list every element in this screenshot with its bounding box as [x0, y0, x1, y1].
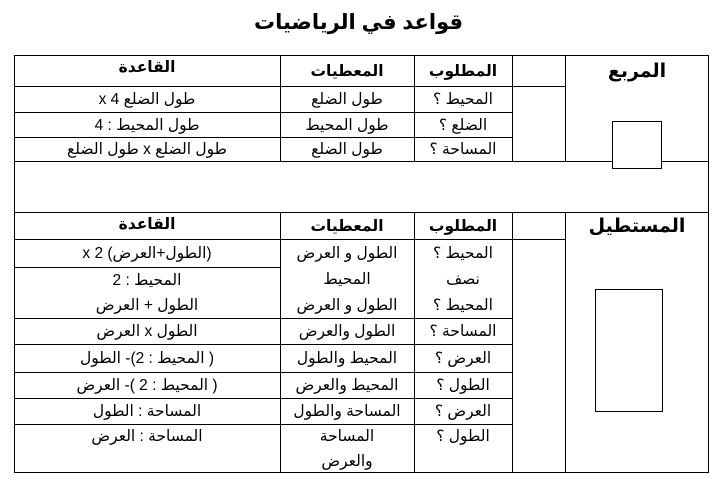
rectangle-row-givens: الطول والعرض	[298, 323, 396, 340]
header-rule: القاعدة	[118, 58, 176, 76]
rectangle-row-rule: (الطول+العرض) x 2	[82, 245, 212, 262]
rectangle-row-required: الطول ؟	[436, 427, 490, 445]
header-givens: المعطيات	[310, 217, 384, 235]
square-row-givens: طول المحيط	[305, 116, 389, 134]
header-rule: القاعدة	[118, 215, 176, 233]
rectangle-row-givens: المحيط والطول	[296, 350, 398, 367]
rectangle-row-required: الطول ؟	[436, 377, 490, 394]
rectangle-row-required: المساحة ؟	[429, 323, 497, 340]
square-name: المربع	[607, 60, 667, 82]
rectangle-name: المستطيل	[588, 215, 686, 237]
rectangle-row-givens: الطول و العرض	[296, 245, 398, 262]
square-row-required: المساحة ؟	[429, 141, 497, 158]
rectangle-row-rule: الطول x العرض	[96, 323, 198, 340]
rectangle-row-required: المحيط ؟	[433, 245, 493, 262]
rectangle-row-rule: المساحة : العرض	[91, 427, 203, 445]
square-row-rule: طول الضلع x 4	[98, 91, 196, 108]
square-row-required: الضلع ؟	[438, 116, 488, 134]
rectangle-row-required: العرض ؟	[434, 350, 492, 367]
page-title: قواعد في الرياضيات	[253, 11, 464, 34]
rectangle-row-givens: المساحة والطول	[293, 403, 401, 420]
rectangle-row-givens: المحيط والعرض	[295, 377, 399, 394]
header-required: المطلوب	[428, 62, 498, 80]
rectangle-row-givens: المساحة	[319, 427, 375, 445]
square-row-rule: طول الضلع x طول الضلع	[67, 141, 227, 158]
square-row-rule: طول المحيط : 4	[94, 116, 200, 134]
rectangle-row-required: المحيط ؟	[433, 296, 493, 314]
rectangle-row-rule: ( المحيط : 2 )- العرض	[76, 377, 218, 394]
rectangle-row-rule: الطول + العرض	[95, 296, 199, 314]
square-row-givens: طول الضلع	[311, 141, 383, 158]
rectangle-row-givens-cont: والعرض	[321, 452, 373, 470]
rectangle-row-rule: ( المحيط : 2)- الطول	[79, 350, 215, 367]
square-shape	[612, 121, 662, 169]
square-row-givens: طول الضلع	[311, 91, 383, 108]
rectangle-row-rule: المساحة : الطول	[92, 403, 202, 420]
rectangle-row-required: العرض ؟	[434, 403, 492, 420]
rectangle-row-givens: الطول و العرض	[296, 296, 398, 314]
square-row-required: المحيط ؟	[433, 91, 493, 108]
header-required: المطلوب	[428, 217, 498, 235]
rectangle-row-givens: المحيط	[323, 270, 371, 288]
rectangle-shape	[595, 289, 663, 412]
rectangle-row-required: نصف	[446, 270, 480, 288]
header-givens: المعطيات	[310, 62, 384, 80]
rectangle-row-rule: المحيط : 2	[112, 271, 182, 289]
